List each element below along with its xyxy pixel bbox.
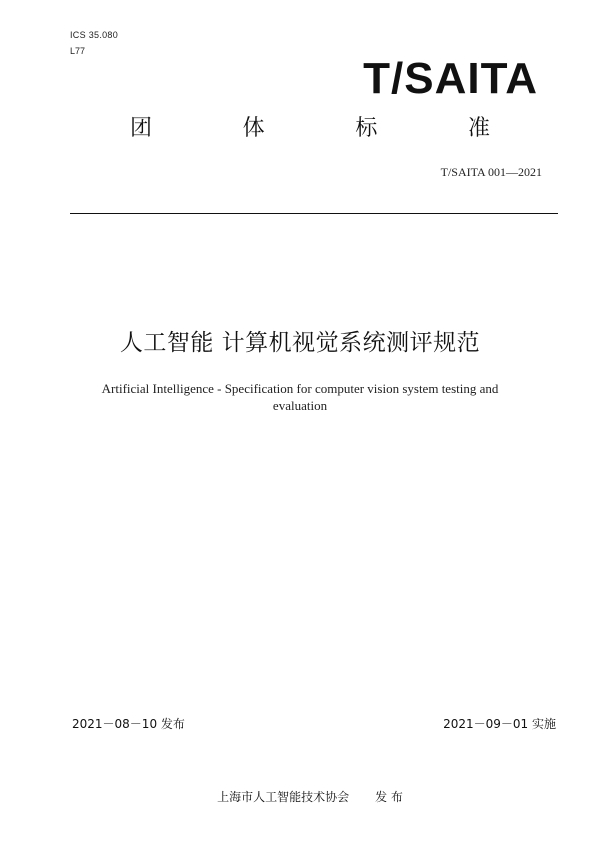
standard-type-char: 团 <box>130 116 153 141</box>
publisher-action: 发 布 <box>375 790 403 804</box>
title-chinese: 人工智能 计算机视觉系统测评规范 <box>119 330 481 356</box>
publisher-line <box>0 789 600 805</box>
header-divider <box>70 213 558 214</box>
standard-number: T/SAITA 001—2021 <box>440 165 542 179</box>
ccs-code: L77 <box>70 46 86 56</box>
standard-brand: T/SAITA <box>363 54 538 103</box>
implementation-date: 2021－09－01 实施 <box>443 717 556 731</box>
title-english-line: Artificial Intelligence - Specification for computer vision system testing and <box>101 381 499 396</box>
standard-type-char: 准 <box>467 116 490 141</box>
ics-code: ICS 35.080 <box>70 30 119 40</box>
title-english <box>80 380 520 414</box>
standard-type-char: 标 <box>355 116 378 141</box>
title-english-line: evaluation <box>272 398 328 413</box>
standard-type <box>130 114 490 144</box>
issue-date: 2021－08－10 发布 <box>72 717 185 731</box>
standard-type-char: 体 <box>242 116 265 141</box>
publisher-name: 上海市人工智能技术协会 <box>217 790 350 804</box>
